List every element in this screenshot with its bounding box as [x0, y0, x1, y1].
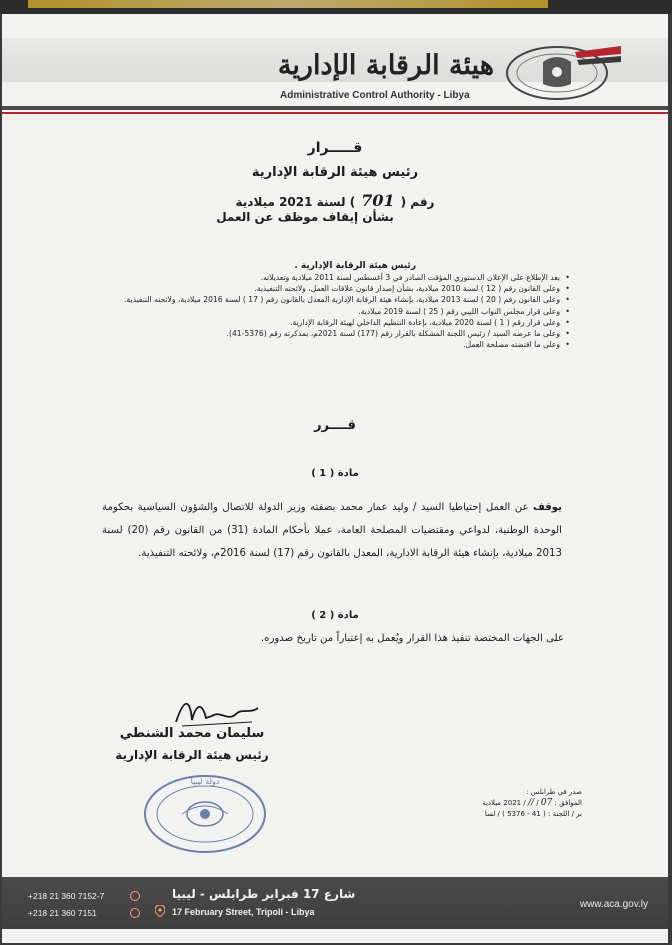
- decided-heading: قــــرر: [314, 418, 356, 433]
- org-name-english: Administrative Control Authority - Libya: [280, 90, 470, 101]
- article-2-body: على الجهات المختصة تنفيذ هذا القرار ويُعمل به إعتباراً من تاريخ صدوره.: [260, 633, 564, 644]
- recital-item: • وعلى القانون رقم ( 20 ) لسنة 2013 ميلادية، بإنشاء هيئة الرقابة الإدارية المعدل بالقانون رقم ( 17 ) لسنة 2016 ميلادية، ولائحته التنفيذية.: [90, 294, 570, 305]
- recital-item: • وعلى قرار مجلس النواب الليبي رقم ( 25 ) لسنة 2019 ميلادية.: [90, 306, 570, 317]
- org-name-arabic: هيئة الرقابة الإدارية: [277, 50, 494, 81]
- decision-number: [2, 191, 668, 210]
- photo-top-edge: [0, 0, 672, 14]
- issue-place: صدر في طرابلس :: [526, 788, 582, 796]
- decision-number-prefix: رقم (: [400, 195, 435, 209]
- recital-item: • وعلى ما اقتضته مصلحة العمل.: [90, 339, 570, 350]
- document-page: [2, 14, 668, 943]
- letterhead: [2, 14, 668, 124]
- address-arabic: شارع 17 فبراير طرابلس - ليبيا: [172, 887, 356, 901]
- recital-item: • وعلى القانون رقم ( 12 ) لسنة 2010 ميلادية، بشأن إصدار قانون علاقات العمل، ولائحته التنفيذية.: [90, 283, 570, 294]
- issue-month: //: [527, 798, 535, 808]
- decision-issuer: رئيس هيئة الرقابة الإدارية: [251, 165, 419, 180]
- issue-day: 07: [540, 798, 553, 808]
- decision-number-handwritten: 701: [361, 191, 395, 210]
- article-1-label: مادة ( 1 ): [311, 468, 359, 479]
- article-1-lead-word: يوقف: [532, 502, 562, 513]
- recital-item: • وعلى قرار رقم ( 1 ) لسنة 2020 ميلادية، بإعادة التنظيم الداخلي لهيئة الرقابة الإدارية.: [90, 317, 570, 328]
- stamp-label: دولة ليبيا: [190, 777, 220, 786]
- letterhead-footer: [2, 877, 668, 929]
- letterhead-accent-rule: [2, 112, 668, 114]
- article-1-text: عن العمل إحتياطيا السيد / وليد عمار محمد بصفته وزير الدولة للاتصال والشؤون السياسية بحكومة الوحدة الوطنية، لدواعي ومقتضيات المصلحة العامة، عملا بأحكام المادة (31) من القانون رقم (20) لسنة 2013 ميلادية، بإنشاء هيئة الرقابة الادارية، المعدل بالقانون رقم (17) لسنة 2016م، ولائحته التنفيذية.: [102, 502, 562, 559]
- location-pin-icon: [155, 905, 165, 917]
- recital-item: • وعلى ما عرضه السيد / رئيس اللجنة المشكلة بالقرار رقم (177) لسنة 2021م، بمذكرته رقم (5376-41).: [90, 328, 570, 339]
- issue-info: [382, 787, 582, 820]
- recital-item: • بعد الإطلاع على الإعلان الدستوري المؤقت الصادر في 3 أغسطس لسنة 2011 ميلادية وتعديلاته.: [90, 272, 570, 283]
- authority-logo-icon: [505, 42, 623, 102]
- phone-number: +218 21 360 7152-7: [28, 891, 105, 901]
- official-stamp-icon: [142, 770, 268, 856]
- issue-year: 2021 ميلادية: [482, 799, 522, 807]
- fax-icon: [130, 908, 140, 918]
- fax-number: +218 21 360 7151: [28, 908, 97, 918]
- phone-icon: [130, 891, 140, 901]
- article-1-body: [102, 496, 562, 565]
- article-2-label: مادة ( 2 ): [311, 610, 359, 621]
- preamble-heading: رئيس هيئة الرقابة الإدارية .: [294, 261, 416, 271]
- issue-reference: بر / اللجنة : ( 41 - 5376 ) / لسا: [484, 810, 582, 818]
- decision-subject: بشأن إيقاف موظف عن العمل: [216, 210, 394, 224]
- gold-ribbon: [28, 0, 548, 8]
- decision-number-suffix: ) لسنة 2021 ميلادية: [235, 195, 356, 209]
- website-link[interactable]: www.aca.gov.ly: [579, 899, 648, 910]
- letterhead-rule: [2, 106, 668, 110]
- decision-title: قـــــرار: [307, 140, 363, 156]
- address-english: 17 February Street, Tripoli - Libya: [172, 907, 315, 917]
- signatory-title: رئيس هيئة الرقابة الإدارية: [115, 748, 269, 762]
- issue-date: الموافق : 07 / // / 2021 ميلادية: [482, 798, 582, 808]
- recitals-list: [90, 272, 570, 350]
- signatory-name: سليمان محمد الشنطي: [119, 726, 265, 741]
